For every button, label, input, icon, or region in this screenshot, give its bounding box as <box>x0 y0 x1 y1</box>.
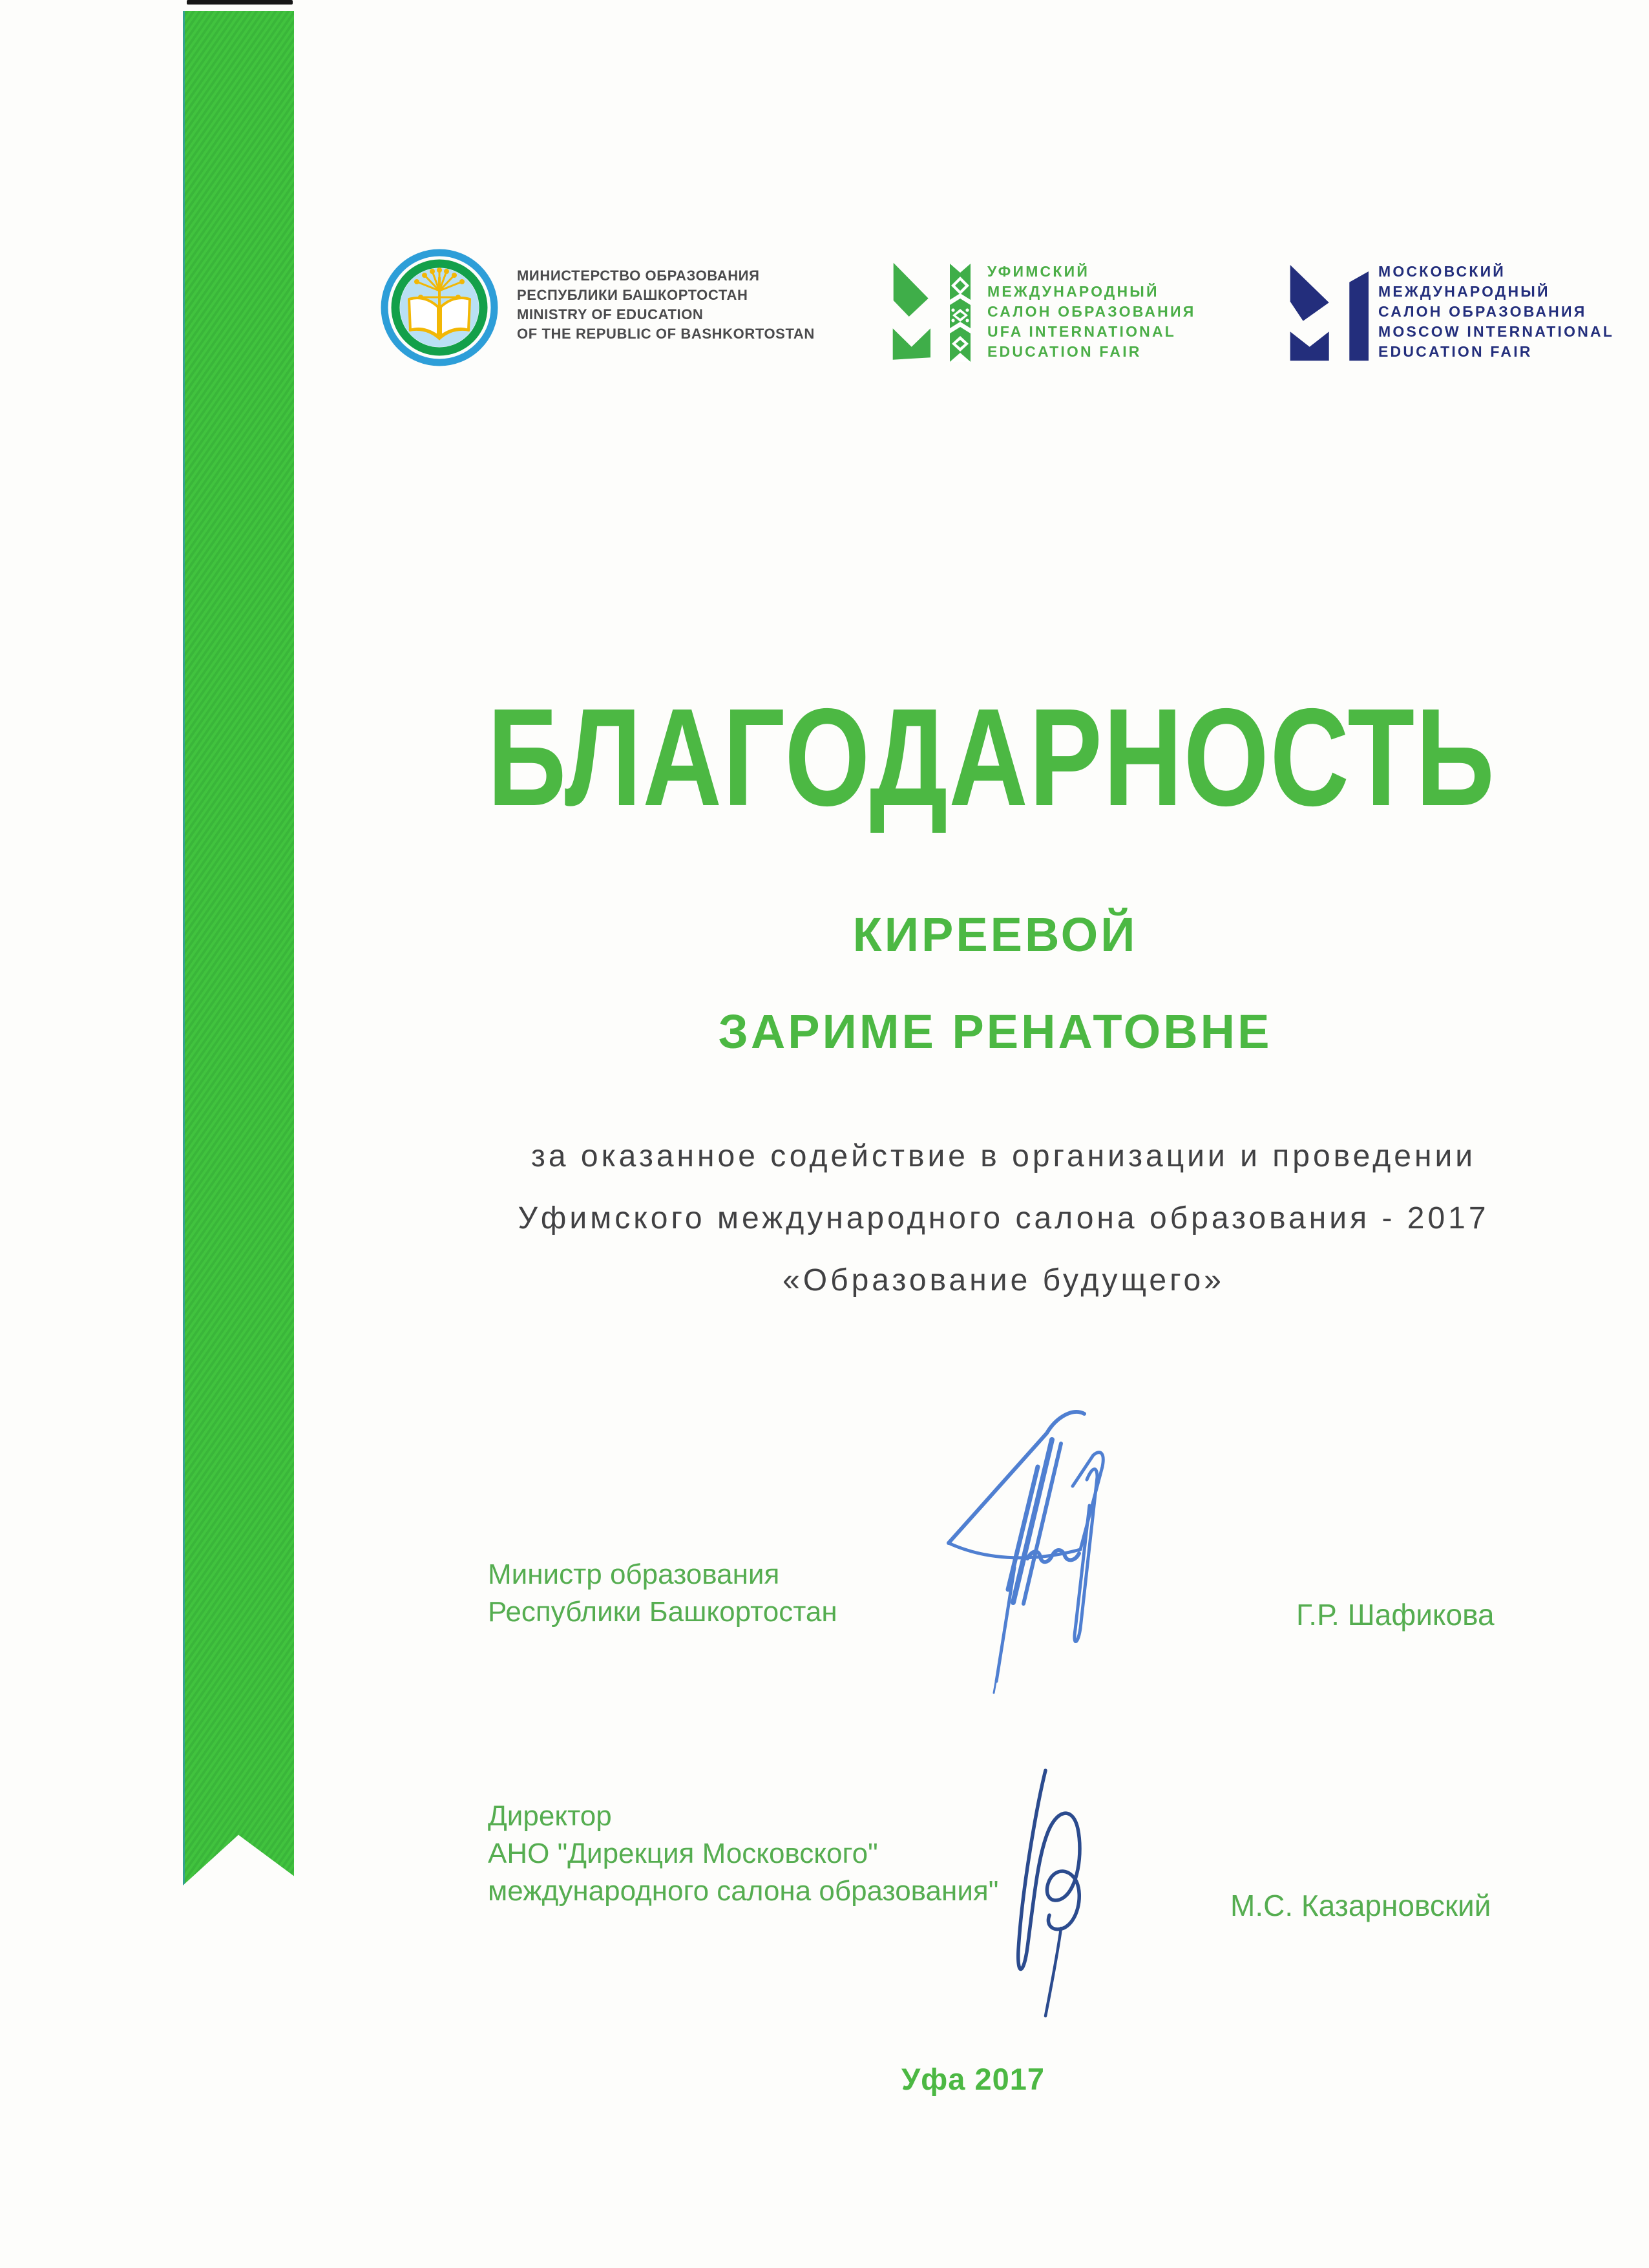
moscow-fair-line: МОСКОВСКИЙ <box>1378 263 1506 280</box>
moscow-fair-logo-text <box>1378 262 1614 362</box>
signatory1-role-line: Республики Башкортостан <box>488 1596 837 1628</box>
award-reason-line: за оказанное содействие в организации и проведении <box>530 1139 1476 1173</box>
signatory1-name: Г.Р. Шафикова <box>1296 1598 1495 1632</box>
moscow-fair-line: MOSCOW INTERNATIONAL <box>1378 323 1615 340</box>
ufa-fair-logo-text <box>987 262 1195 362</box>
moscow-fair-line: МЕЖДУНАРОДНЫЙ <box>1378 283 1550 300</box>
moscow-fair-line: САЛОН ОБРАЗОВАНИЯ <box>1378 303 1587 320</box>
signatory1-role-line: Министр образования <box>488 1559 780 1590</box>
ufa-fair-line: МЕЖДУНАРОДНЫЙ <box>987 283 1159 300</box>
ministry-logo-text <box>517 266 815 344</box>
award-reason-text <box>357 1126 1649 1312</box>
scanner-edge-artifact <box>187 0 293 5</box>
moscow-fair-logo-mark-icon <box>1283 252 1370 394</box>
ufa-fair-line: УФИМСКИЙ <box>987 263 1090 280</box>
signature-kazarnovsky <box>995 1763 1150 2021</box>
certificate-title: БЛАГОДАРНОСТЬ <box>487 679 1496 835</box>
recipient-name-patronymic: ЗАРИМЕ РЕНАТОВНЕ <box>718 1005 1272 1058</box>
signatory2-role-line: АНО "Дирекция Московского" <box>488 1838 878 1869</box>
ministry-line: МИНИСТЕРСТВО ОБРАЗОВАНИЯ <box>517 268 760 284</box>
ministry-line: OF THE REPUBLIC OF BASHKORTOSTAN <box>517 326 815 342</box>
green-ribbon <box>183 11 294 1885</box>
signatory1-role <box>488 1556 837 1631</box>
bashkortostan-ministry-emblem-icon <box>378 244 501 373</box>
ministry-line: РЕСПУБЛИКИ БАШКОРТОСТАН <box>517 287 748 303</box>
recipient-name-block <box>362 887 1628 1080</box>
recipient-surname: КИРЕЕВОЙ <box>852 908 1138 961</box>
signature-shafikova <box>918 1389 1137 1699</box>
signatory2-name: М.С. Казарновский <box>1230 1889 1491 1922</box>
signatory2-role-line: международного салона образования" <box>488 1875 999 1907</box>
moscow-fair-line: EDUCATION FAIR <box>1378 343 1533 360</box>
ministry-line: MINISTRY OF EDUCATION <box>517 306 704 322</box>
city-year-label: Уфа 2017 <box>901 2062 1045 2096</box>
award-reason-line: «Образование будущего» <box>782 1263 1224 1297</box>
ufa-fair-line: САЛОН ОБРАЗОВАНИЯ <box>987 303 1196 320</box>
signatory2-role <box>488 1798 998 1910</box>
ufa-fair-logo-mark-icon <box>885 246 976 381</box>
ufa-fair-line: EDUCATION FAIR <box>987 343 1142 360</box>
signatory2-role-line: Директор <box>488 1800 612 1832</box>
award-reason-line: Уфимского международного салона образования - 2017 <box>518 1201 1489 1235</box>
ufa-fair-line: UFA INTERNATIONAL <box>987 323 1177 340</box>
